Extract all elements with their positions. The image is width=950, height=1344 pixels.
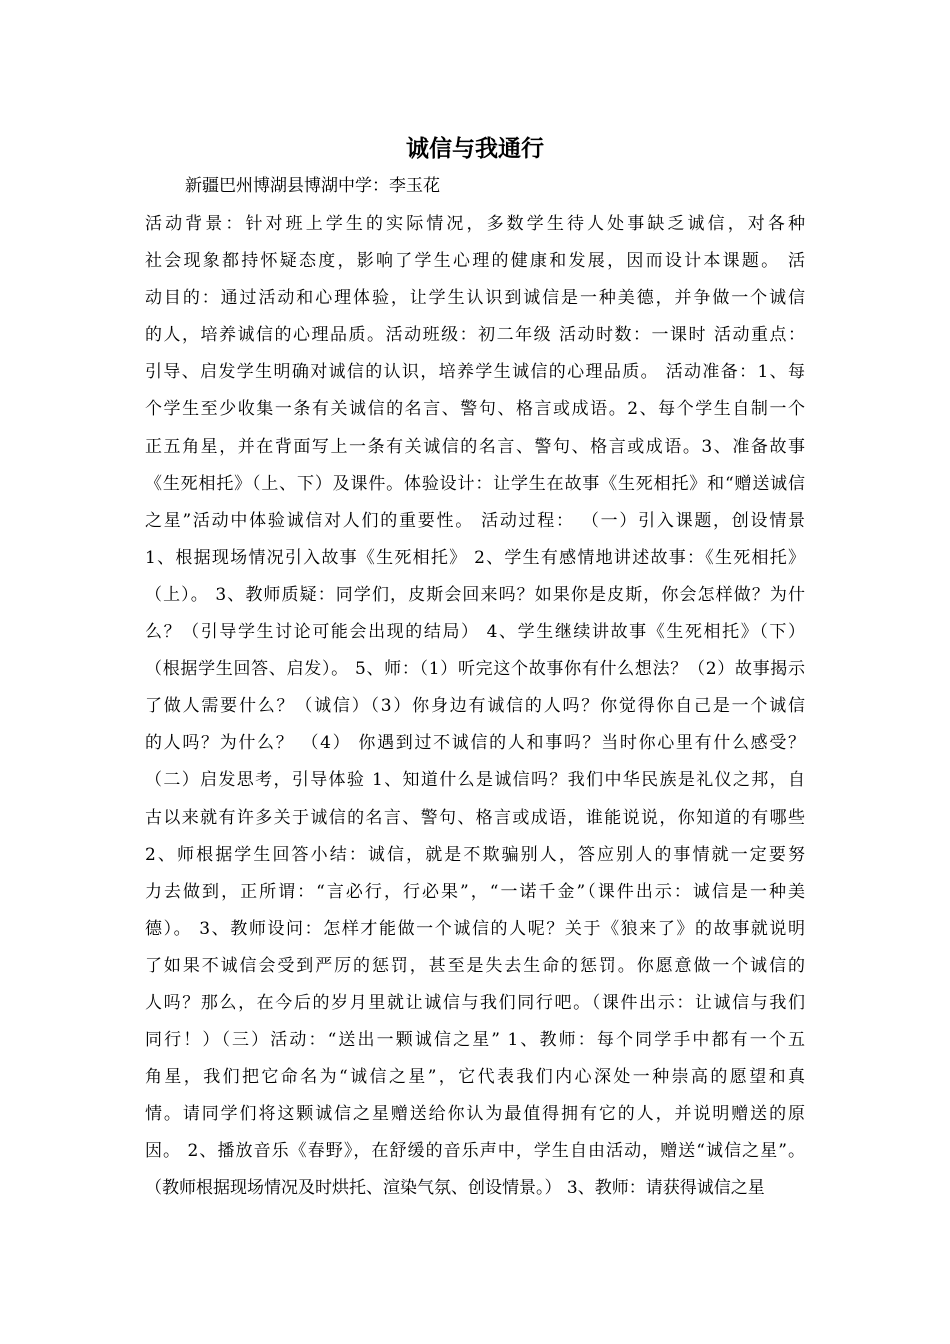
text-line: 力去做到，正所谓：“言必行，行必果”，“一诺千金”（课件出示：诚信是一种美 bbox=[145, 881, 805, 902]
text-line: 1、根据现场情况引入故事《生死相托》 2、学生有感情地讲述故事：《生死相托》 bbox=[145, 547, 805, 568]
text-line: 德）。 3、教师设问：怎样才能做一个诚信的人呢？关于《狼来了》的故事就说明 bbox=[145, 918, 805, 939]
text-line: 2、师根据学生回答小结：诚信，就是不欺骗别人，答应别人的事情就一定要努 bbox=[145, 844, 805, 865]
text-line: 人吗？那么，在今后的岁月里就让诚信与我们同行吧。（课件出示：让诚信与我们 bbox=[145, 992, 805, 1013]
text-line: 么？（引导学生讨论可能会出现的结局） 4、学生继续讲故事《生死相托》（下） bbox=[145, 622, 805, 643]
text-line: 角星，我们把它命名为“诚信之星”，它代表我们内心深处一种崇高的愿望和真 bbox=[145, 1067, 805, 1088]
text-line: 情。请同学们将这颗诚信之星赠送给你认为最值得拥有它的人，并说明赠送的原 bbox=[145, 1104, 805, 1125]
text-line: （上）。 3、教师质疑：同学们，皮斯会回来吗？如果你是皮斯，你会怎样做？为什 bbox=[145, 584, 805, 605]
text-line: 之星”活动中体验诚信对人们的重要性。 活动过程： （一）引入课题，创设情景 bbox=[145, 510, 805, 531]
text-line: 动目的：通过活动和心理体验，让学生认识到诚信是一种美德，并争做一个诚信 bbox=[145, 288, 805, 309]
text-line: （教师根据现场情况及时烘托、渲染气氛、创设情景。） 3、教师：请获得诚信之星 bbox=[145, 1178, 765, 1199]
text-line: （根据学生回答、启发）。 5、师：（1）听完这个故事你有什么想法？（2）故事揭示 bbox=[145, 659, 805, 680]
text-line: 个学生至少收集一条有关诚信的名言、警句、格言或成语。2、每个学生自制一个 bbox=[145, 399, 805, 420]
text-line: 古以来就有许多关于诚信的名言、警句、格言或成语，谁能说说，你知道的有哪些 bbox=[145, 807, 805, 828]
document-title: 诚信与我通行 bbox=[406, 136, 544, 162]
text-line: （二）启发思考，引导体验 1、知道什么是诚信吗？我们中华民族是礼仪之邦，自 bbox=[145, 770, 805, 791]
text-line: 正五角星，并在背面写上一条有关诚信的名言、警句、格言或成语。3、准备故事 bbox=[145, 436, 805, 457]
text-line: 引导、启发学生明确对诚信的认识，培养学生诚信的心理品质。 活动准备：1、每 bbox=[145, 362, 805, 383]
text-line: 《生死相托》（上、下）及课件。体验设计：让学生在故事《生死相托》和“赠送诚信 bbox=[145, 473, 805, 494]
text-line: 活动背景：针对班上学生的实际情况，多数学生待人处事缺乏诚信，对各种 bbox=[145, 214, 805, 234]
body-paragraph bbox=[145, 206, 805, 1208]
text-line: 的人吗？为什么？ （4） 你遇到过不诚信的人和事吗？当时你心里有什么感受？ bbox=[145, 733, 805, 754]
text-line: 社会现象都持怀疑态度，影响了学生心理的健康和发展，因而设计本课题。 活 bbox=[145, 251, 805, 272]
author-line: 新疆巴州博湖县博湖中学：李玉花 bbox=[185, 176, 440, 196]
text-line: 因。 2、播放音乐《春野》，在舒缓的音乐声中，学生自由活动，赠送“诚信之星”。 bbox=[145, 1141, 805, 1162]
text-line: 同行！）（三）活动：“送出一颗诚信之星” 1、教师：每个同学手中都有一个五 bbox=[145, 1030, 805, 1051]
text-line: 了做人需要什么？（诚信）（3）你身边有诚信的人吗？你觉得你自己是一个诚信 bbox=[145, 696, 805, 717]
text-line: 了如果不诚信会受到严厉的惩罚，甚至是失去生命的惩罚。你愿意做一个诚信的 bbox=[145, 955, 805, 976]
text-line: 的人，培养诚信的心理品质。活动班级：初二年级 活动时数：一课时 活动重点： bbox=[145, 325, 805, 346]
